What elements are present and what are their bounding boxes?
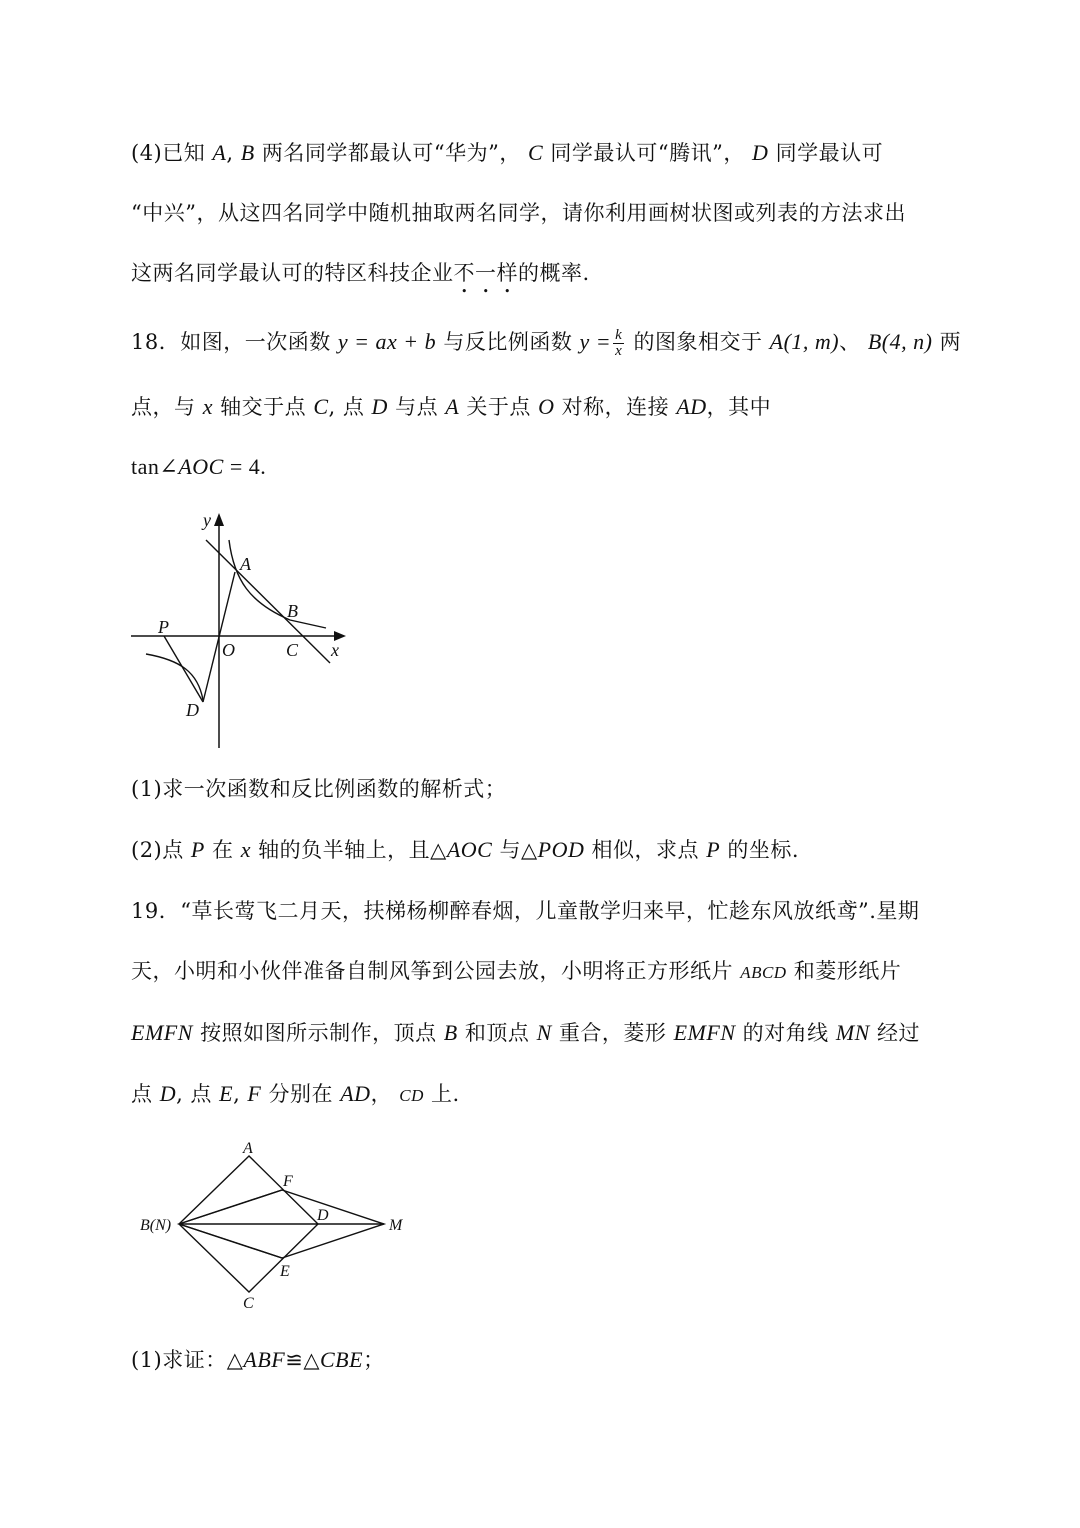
q17-part4-line1: (4)已知 A, B 两名同学都最认可“华为”， C 同学最认可“腾讯”， D 同学最认可 <box>131 140 884 165</box>
q17-part4-line3: 这两名同学最认可的特区科技企业不一样的概率. <box>131 261 590 285</box>
label-BN: B(N) <box>140 1217 172 1234</box>
label-E: E <box>280 1263 290 1280</box>
label-y: y <box>203 510 211 530</box>
label-A: A <box>240 554 251 574</box>
label-C: C <box>286 640 299 660</box>
q17-part4-line2: “中兴”，从这四名同学中随机抽取两名同学，请你利用画树状图或列表的方法求出 <box>131 201 906 225</box>
y-axis-arrow <box>214 513 224 526</box>
q19-line3: EMFN 按照如图所示制作，顶点 B 和顶点 N 重合，菱形 EMFN 的对角线 MN 经过 <box>131 1020 921 1045</box>
label-B: B <box>287 601 298 621</box>
q18-line1: 18．如图，一次函数 y = ax + b 与反比例函数 y = $\frac{k}{x}$ 的图象相交于 A(1, m)、 B(4, n) 两 <box>131 327 962 359</box>
q18-part2: (2)点 P 在 x 轴的负半轴上，且△AOC 与△POD 相似，求点 P 的坐标. <box>131 837 800 862</box>
segment-BE <box>179 1224 282 1258</box>
q19-figure <box>135 1135 415 1315</box>
label-C: C <box>243 1295 254 1312</box>
emphasized-text: 不一样 <box>453 261 518 285</box>
q19-line2: 天，小明和小伙伴准备自制风筝到公园去放，小明将正方形纸片 ABCD 和菱形纸片 <box>131 959 902 983</box>
q19-part1: (1)求证：△ABF≌△CBE； <box>131 1347 385 1372</box>
label-D: D <box>186 700 199 720</box>
label-A: A <box>243 1140 253 1157</box>
q18-line2: 点，与 x 轴交于点 C, 点 D 与点 A 关于点 O 对称，连接 AD，其中 <box>131 394 772 419</box>
q19-line1: 19．“草长莺飞二月天，扶梯杨柳醉春烟，儿童散学归来早，忙趁东风放纸鸢”.星期 <box>131 899 920 923</box>
label-O: O <box>222 640 235 660</box>
q19-line4: 点 D, 点 E, F 分别在 AD， CD 上. <box>131 1081 460 1106</box>
q18-part1: (1)求一次函数和反比例函数的解析式； <box>131 777 507 801</box>
label-F: F <box>283 1173 293 1190</box>
hyperbola-branch-q3 <box>146 654 203 700</box>
label-M: M <box>389 1217 403 1234</box>
q18-line3: tan∠AOC = 4. <box>131 454 267 479</box>
label-D: D <box>317 1207 329 1224</box>
label-P: P <box>158 617 169 637</box>
label-x: x <box>331 640 339 660</box>
segment-BF <box>179 1190 282 1224</box>
fraction-k-over-x: $\frac{k}{x}$ <box>615 327 623 359</box>
q18-figure <box>125 505 355 755</box>
segment-PD <box>164 636 203 702</box>
